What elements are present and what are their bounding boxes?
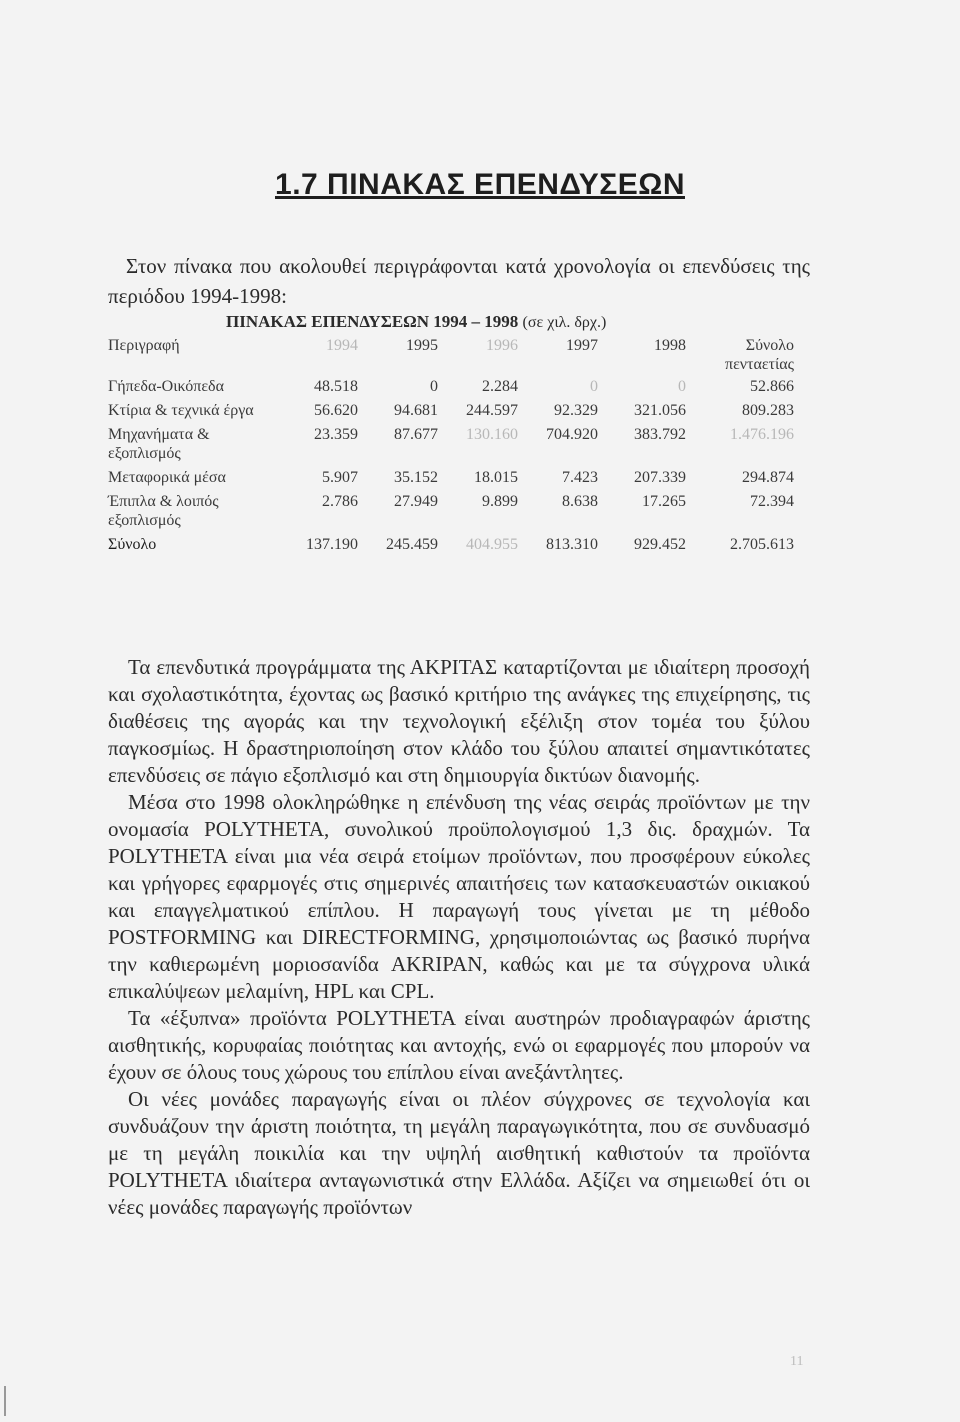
row-label: Κτίρια & τεχνικά έργα	[108, 402, 254, 419]
table-row	[108, 492, 794, 535]
cell-1994: 5.907	[322, 469, 358, 486]
cell-total: 294.874	[742, 469, 794, 486]
header-1995: 1995	[406, 337, 438, 354]
cell-1994: 2.786	[322, 493, 358, 510]
table-unit: (σε χιλ. δρχ.)	[522, 314, 607, 331]
cell-1997: 7.423	[562, 469, 598, 486]
cell-total: 52.866	[750, 378, 794, 395]
total-label: Σύνολο	[108, 536, 157, 553]
cell-1996: 18.015	[474, 469, 518, 486]
paragraph: Οι νέες μονάδες παραγωγής είναι οι πλέον σύγχρονες σε τεχνολογία και συνδυάζουν την άριστη ποιότητα, τη μεγάλη παραγωγικότητα, που σε συνδυασμό με τη μεγάλη ποικιλία και την υψηλή αισθητική καθιστούν τα προϊόντα POLYTHETA ιδιαίτερα ανταγωνιστικά στην Ελλάδα. Αξίζει να σημειωθεί ότι οι νέες μονάδες παραγωγής προϊόντων	[108, 1087, 810, 1219]
cell-1995: 27.949	[394, 493, 438, 510]
cell-1995: 94.681	[394, 402, 438, 419]
paragraph: Τα επενδυτικά προγράμματα της ΑΚΡΙΤΑΣ καταρτίζονται με ιδιαίτερη προσοχή και σχολαστικότητα, έχοντας ως βασικό κριτήριο της ανάγκες της επιχείρησης, τις διαθέσεις της αγοράς και την τεχνολογική εξέλιξη στον τομέα του ξύλου παγκοσμίως. Η δραστηριοποίηση στον κλάδο του ξύλου απαιτεί σημαντικότατες επενδύσεις σε πάγιο εξοπλισμό και στη δημιουργία δικτύων διανομής.	[108, 655, 810, 787]
investments-table	[108, 336, 794, 559]
total-1994: 137.190	[306, 536, 358, 553]
cell-1997: 92.329	[554, 402, 598, 419]
table-row	[108, 401, 794, 425]
table-row	[108, 425, 794, 468]
table-title	[226, 312, 606, 332]
cell-1998: 321.056	[634, 402, 686, 419]
cell-1994: 23.359	[314, 426, 358, 443]
table-header-row	[108, 336, 794, 377]
cell-total: 72.394	[750, 493, 794, 510]
table-title-text: ΠΙΝΑΚΑΣ ΕΠΕΝΔΥΣΕΩΝ 1994 – 1998	[226, 312, 519, 331]
header-1994: 1994	[326, 337, 358, 354]
table-total-row	[108, 535, 794, 559]
cell-1995: 0	[430, 378, 438, 395]
total-1998: 929.452	[634, 536, 686, 553]
cell-1998: 17.265	[642, 493, 686, 510]
cell-total: 1.476.196	[730, 426, 794, 443]
row-label: Έπιπλα & λοιπός εξοπλισμός	[108, 493, 219, 529]
header-description: Περιγραφή	[108, 337, 180, 354]
cell-total: 809.283	[742, 402, 794, 419]
header-total: Σύνολο πενταετίας	[724, 337, 794, 373]
cell-1994: 56.620	[314, 402, 358, 419]
header-1998: 1998	[654, 337, 686, 354]
cell-1998: 383.792	[634, 426, 686, 443]
row-label: Γήπεδα-Οικόπεδα	[108, 378, 224, 395]
table-row	[108, 377, 794, 401]
page-number: 11	[790, 1354, 804, 1369]
row-label: Μηχανήματα & εξοπλισμός	[108, 426, 210, 462]
cell-1996: 9.899	[482, 493, 518, 510]
header-1996: 1996	[486, 337, 518, 354]
row-label: Μεταφορικά μέσα	[108, 469, 226, 486]
scan-margin-mark	[4, 1386, 6, 1416]
header-1997: 1997	[566, 337, 598, 354]
cell-1998: 0	[678, 378, 686, 395]
paragraph: Μέσα στο 1998 ολοκληρώθηκε η επένδυση της νέας σειράς προϊόντων με την ονομασία POLYTHETA, συνολικού προϋπολογισμού 1,3 δις. δραχμών. Τα POLYTHETA είναι μια νέα σειρά ετοίμων προϊόντων, που προσφέρουν εύκολες και γρήγορες εφαρμογές στις σημερινές απαιτήσεις των κατασκευαστών οικιακού και επαγγελματικού επίπλου. Η παραγωγή τους γίνεται με τη μέθοδο POSTFORMING και DIRECTFORMING, χρησιμοποιώντας ως βασικό πυρήνα την καθιερωμένη μοριοσανίδα AKRIPAN, καθώς και με τα σύγχρονα υλικά επικαλύψεων μελαμίνη, HPL και CPL.	[108, 790, 810, 1003]
cell-1994: 48.518	[314, 378, 358, 395]
paragraph: Τα «έξυπνα» προϊόντα POLYTHETA είναι αυστηρών προδιαγραφών άριστης αισθητικής, κορυφαίας ποιότητας και αντοχής, ενώ οι εφαρμογές που μπορούν να έχουν σε όλους τους χώρους του επίπλου είναι ανεξάντλητες.	[108, 1006, 810, 1084]
grand-total: 2.705.613	[730, 536, 794, 553]
cell-1997: 0	[590, 378, 598, 395]
cell-1998: 207.339	[634, 469, 686, 486]
cell-1996: 130.160	[466, 426, 518, 443]
total-1996: 404.955	[466, 536, 518, 553]
cell-1995: 35.152	[394, 469, 438, 486]
section-heading: 1.7 ΠΙΝΑΚΑΣ ΕΠΕΝΔΥΣΕΩΝ	[275, 168, 685, 201]
total-1995: 245.459	[386, 536, 438, 553]
body-text	[108, 654, 810, 1221]
cell-1996: 244.597	[466, 402, 518, 419]
cell-1995: 87.677	[394, 426, 438, 443]
cell-1996: 2.284	[482, 378, 518, 395]
cell-1997: 8.638	[562, 493, 598, 510]
intro-paragraph: Στον πίνακα που ακολουθεί περιγράφονται κατά χρονολογία οι επενδύσεις της περιόδου 1994-1998:	[108, 254, 810, 308]
table-row	[108, 468, 794, 492]
cell-1997: 704.920	[546, 426, 598, 443]
total-1997: 813.310	[546, 536, 598, 553]
